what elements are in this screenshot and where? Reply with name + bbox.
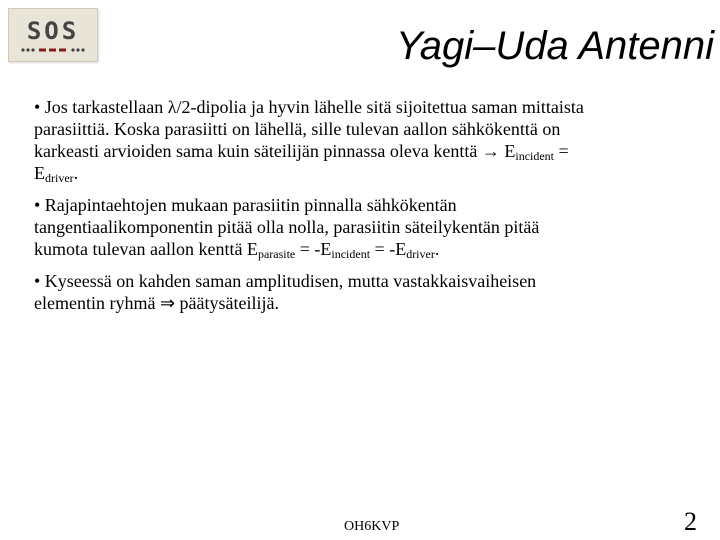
slide-body [34, 96, 594, 324]
bullet-1-text: • Jos tarkastellaan λ/2-dipolia ja hyvin lähelle sitä sijoitettua saman mittaista parasiittiä. Koska parasiitti on lähellä, sille tulevan aallon sähkökenttä on karkeasti arvioiden sama kuin säteilijän pinnassa oleva kenttä → E [34, 97, 584, 161]
subscript-driver: driver [406, 247, 435, 261]
bullet-1-equals: = E [34, 141, 569, 183]
footer-callsign: OH6KVP [344, 519, 400, 534]
sos-logo-text: SOS [26, 17, 80, 45]
slide-page-number: 2 [684, 507, 697, 536]
morse-code-dots [21, 48, 84, 51]
bullet-2-equals-1: = -E [295, 239, 332, 259]
subscript-incident: incident [331, 247, 371, 261]
bullet-paragraph-1 [34, 96, 594, 184]
subscript-incident: incident [515, 149, 555, 163]
bullet-2-text: • Rajapintaehtojen mukaan parasiitin pinnalla sähkökentän tangentiaalikomponentin pitää olla nolla, parasiitin säteilykentän pitää kumota tulevan aallon kenttä E [34, 195, 540, 259]
bullet-3-text: • Kyseessä on kahden saman amplitudisen, mutta vastakkaisvaiheisen elementin ryhmä ⇒ päätysäteilijä. [34, 271, 537, 313]
bullet-2-end: . [434, 239, 440, 259]
subscript-parasite: parasite [257, 247, 296, 261]
sos-logo [8, 8, 98, 62]
slide-title: Yagi–Uda Antenni [395, 24, 714, 68]
sos-logo-graphic [9, 9, 97, 61]
subscript-driver: driver [45, 171, 74, 185]
bullet-paragraph-3 [34, 270, 594, 314]
bullet-paragraph-2 [34, 194, 594, 260]
bullet-1-end: . [73, 163, 79, 183]
bullet-2-equals-2: = -E [370, 239, 407, 259]
